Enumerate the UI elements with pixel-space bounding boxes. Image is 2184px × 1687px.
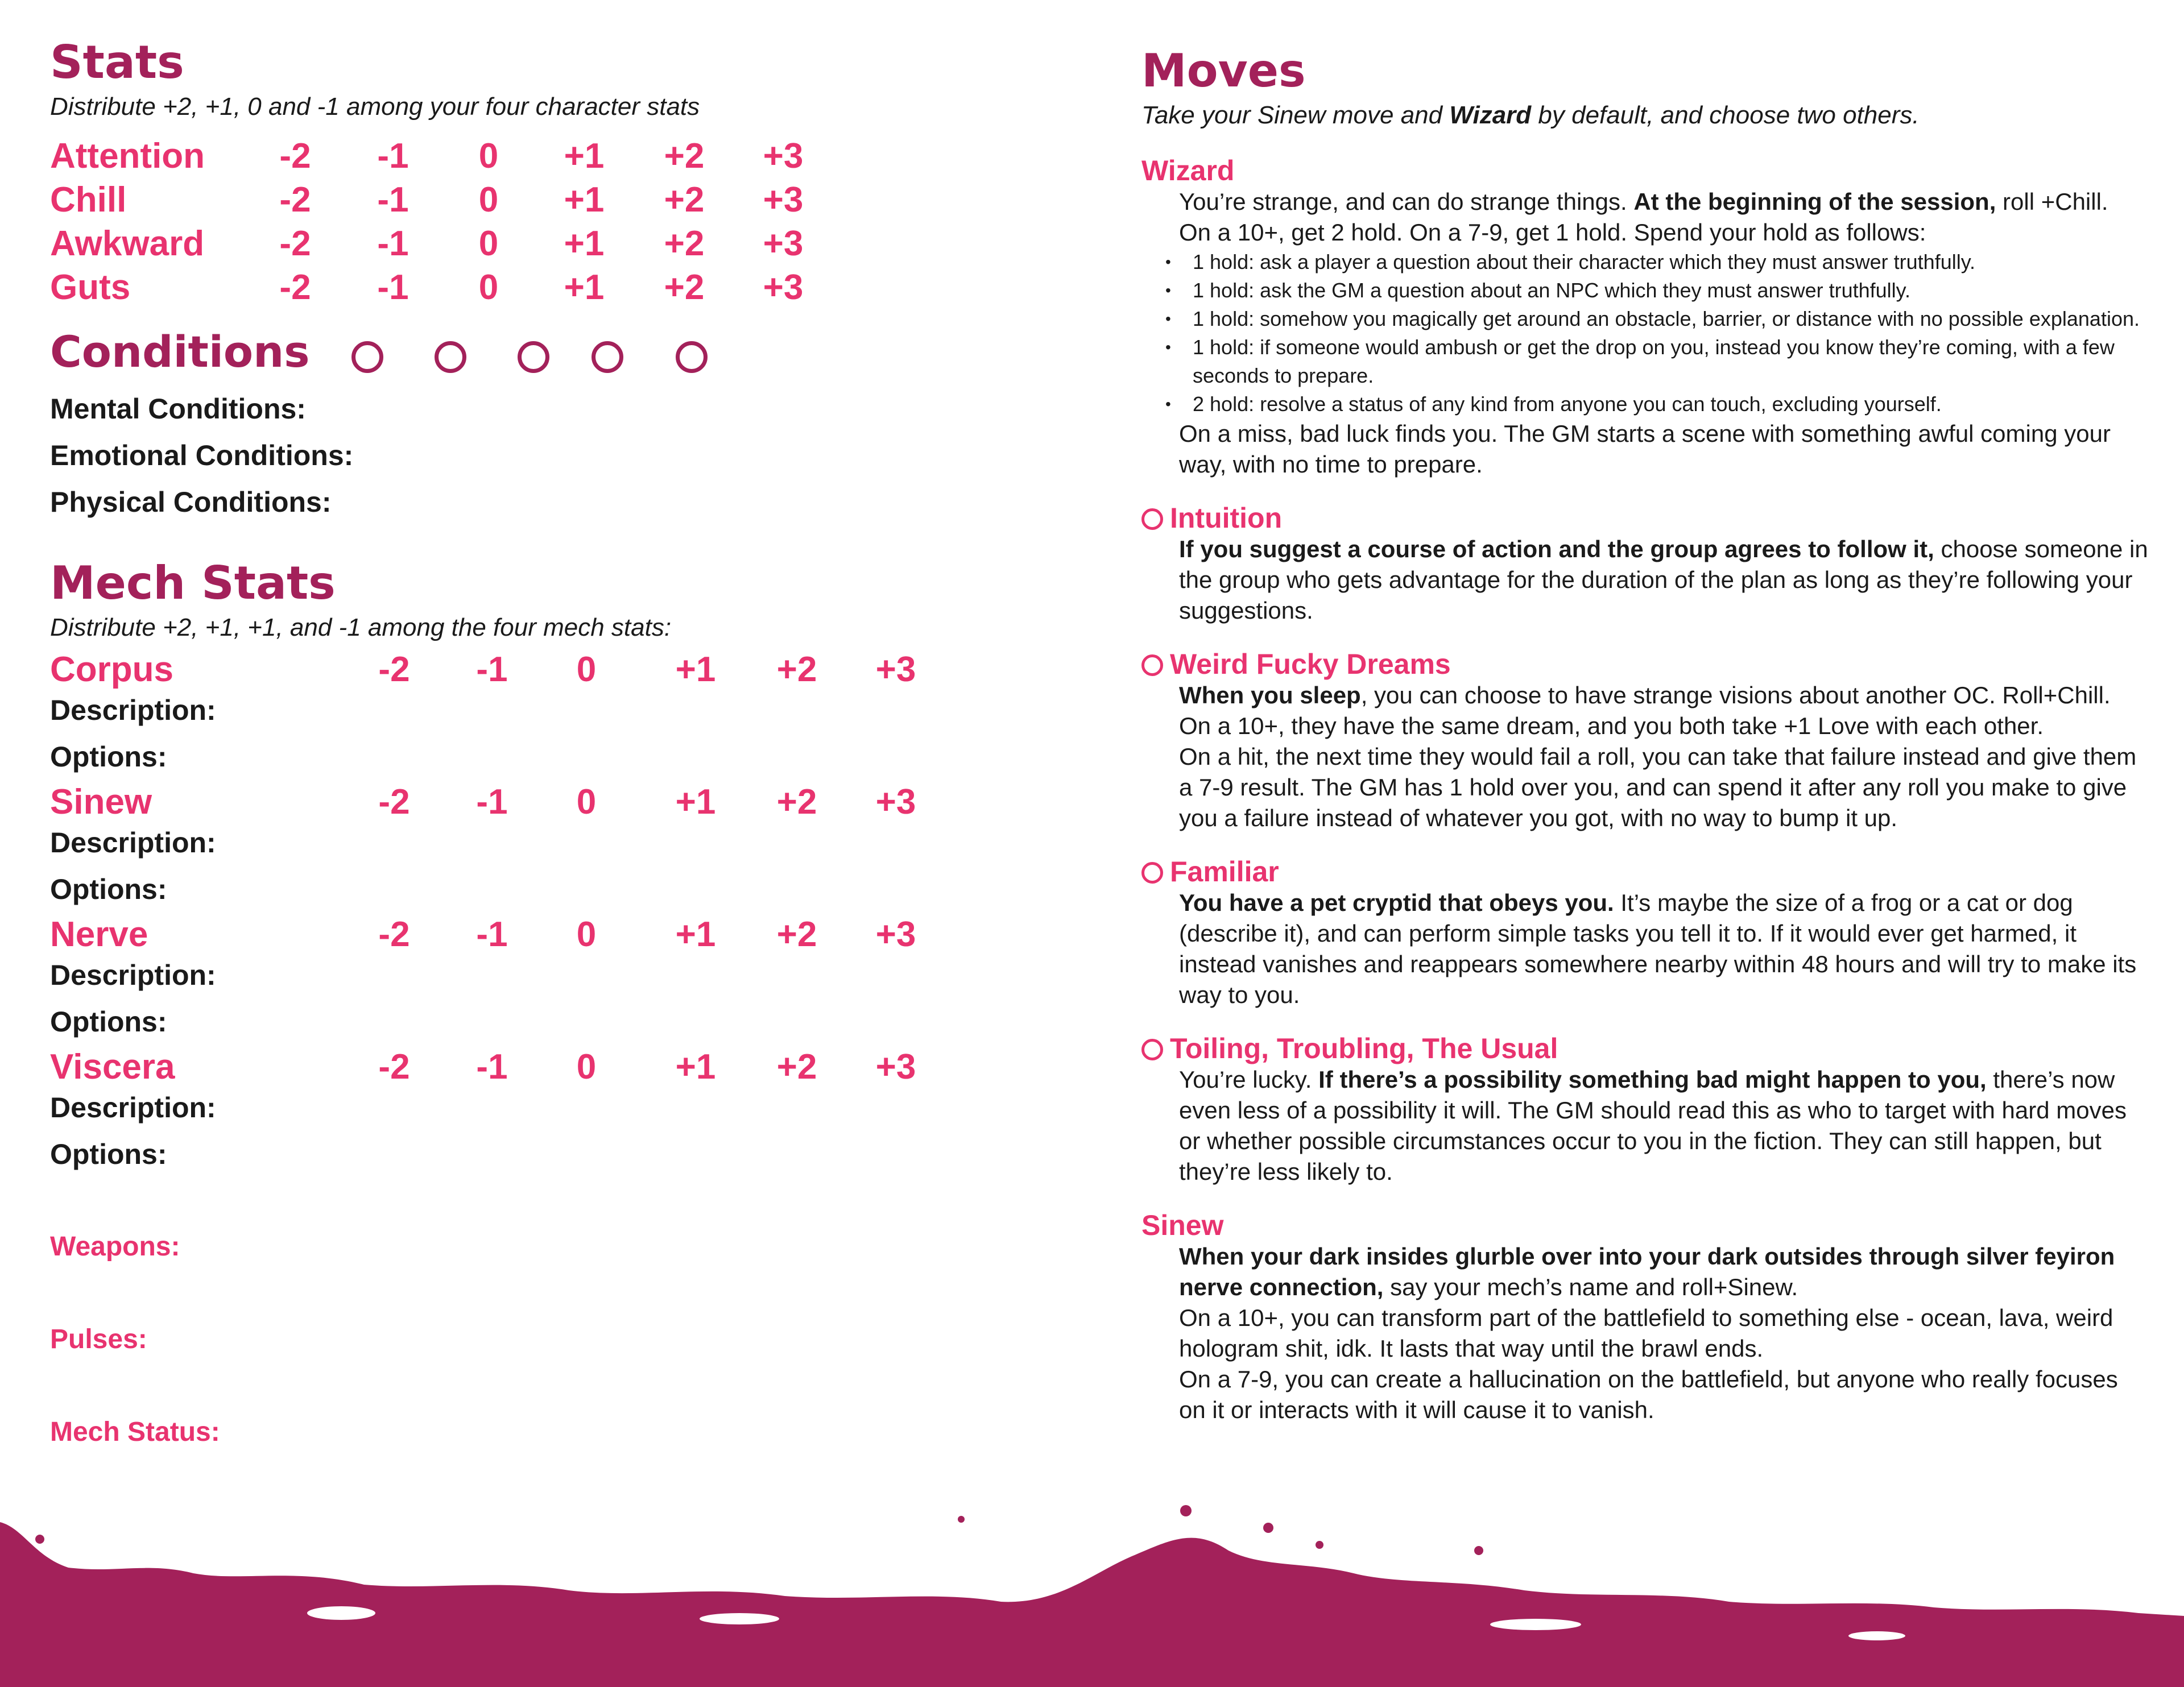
move-paragraph: On a 10+, you can transform part of the battlefield to something else - ocean, lava, weird hologram shit, idk. It lasts that way until the brawl ends. <box>1179 1304 2113 1362</box>
move-familiar[interactable] <box>1141 856 2148 1010</box>
move-intuition[interactable] <box>1141 503 2148 626</box>
stat-row-chill <box>50 178 1074 222</box>
mech-stat-name: Sinew <box>50 782 152 822</box>
stat-value[interactable]: +2 <box>776 782 817 822</box>
move-title <box>1141 503 2148 534</box>
list-item: • 1 hold: somehow you magically get around an obstacle, barrier, or distance with no possible explanation. <box>1141 305 2148 333</box>
move-body <box>1179 888 2148 1010</box>
stat-value[interactable]: -2 <box>279 268 311 308</box>
move-body <box>1179 534 2148 626</box>
stat-name: Attention <box>50 136 205 176</box>
stat-value[interactable]: 0 <box>576 1047 597 1087</box>
options-label[interactable]: Options: <box>50 1005 167 1038</box>
move-title-text: Familiar <box>1170 856 1279 888</box>
mech-stat-name: Nerve <box>50 914 148 954</box>
move-text: You’re lucky. <box>1179 1066 1319 1093</box>
condition-checkbox[interactable] <box>518 341 549 373</box>
mech-row-viscera <box>50 1045 1074 1089</box>
moves-intro-text: Take your Sinew move and <box>1141 101 1450 129</box>
stat-value[interactable]: +3 <box>763 180 804 220</box>
stat-value[interactable]: -2 <box>378 782 410 822</box>
stats-grid <box>50 134 1074 309</box>
moves-intro-text: by default, and choose two others. <box>1531 101 1920 129</box>
move-paragraph: On a 7-9, you can create a hallucination on the battlefield, but anyone who really focuses on it or interacts with it will cause it to vanish. <box>1179 1366 2118 1424</box>
stat-name: Awkward <box>50 224 205 264</box>
move-bold: You have a pet cryptid that obeys you. <box>1179 889 1614 917</box>
move-title-text: Weird Fucky Dreams <box>1170 648 1451 681</box>
moves-intro <box>1141 102 2148 129</box>
stat-value[interactable]: -1 <box>476 782 508 822</box>
splatter-footer <box>0 1505 2184 1687</box>
move-text: say your mech’s name and roll+Sinew. <box>1383 1274 1798 1301</box>
stat-value[interactable]: +3 <box>763 136 804 176</box>
description-label[interactable]: Description: <box>50 959 216 991</box>
mech-row-sinew <box>50 780 1074 824</box>
stat-value[interactable]: -2 <box>378 1047 410 1087</box>
move-text: choose someone in the group who gets advantage for the duration of the plan as long as they’re following your suggestions. <box>1179 536 2148 624</box>
move-text: You’re strange, and can do strange things. <box>1179 188 1634 215</box>
stat-value[interactable]: +3 <box>875 782 916 822</box>
stat-value[interactable]: -1 <box>476 914 508 954</box>
moves-title: Moves <box>1141 44 1306 97</box>
stat-value[interactable]: +2 <box>664 180 705 220</box>
condition-checkbox[interactable] <box>351 341 383 373</box>
move-paragraph <box>1179 680 2148 711</box>
stat-value[interactable]: -1 <box>377 136 409 176</box>
move-title-text: Toiling, Troubling, The Usual <box>1170 1033 1558 1065</box>
stat-value[interactable]: +2 <box>664 136 705 176</box>
stat-value[interactable]: +2 <box>664 268 705 308</box>
stat-value[interactable]: 0 <box>478 224 499 264</box>
stat-value[interactable]: +3 <box>875 1047 916 1087</box>
move-checkbox[interactable] <box>1141 862 1163 884</box>
list-item: • 1 hold: if someone would ambush or get the drop on you, instead you know they’re coming, with a few seconds to prepare. <box>1141 333 2148 390</box>
stat-value[interactable]: -1 <box>476 649 508 689</box>
options-label[interactable]: Options: <box>50 1138 167 1170</box>
stat-value[interactable]: +1 <box>675 914 716 954</box>
move-body <box>1179 680 2148 834</box>
move-bold: At the beginning of the session, <box>1633 188 1996 215</box>
list-item: • 1 hold: ask the GM a question about an NPC which they must answer truthfully. <box>1141 276 2148 305</box>
mental-conditions-label[interactable]: Mental Conditions: <box>50 393 306 425</box>
stat-value[interactable]: +1 <box>675 782 716 822</box>
move-checkbox[interactable] <box>1141 508 1163 530</box>
pulses-label[interactable]: Pulses: <box>50 1324 147 1354</box>
move-checkbox[interactable] <box>1141 654 1163 676</box>
move-paragraph: On a 10+, get 2 hold. On a 7-9, get 1 hold. Spend your hold as follows: <box>1179 219 1926 246</box>
left-column <box>50 36 1074 1448</box>
mech-stat-name: Viscera <box>50 1047 175 1087</box>
move-weird-fucky-dreams[interactable] <box>1141 649 2148 834</box>
stat-value[interactable]: 0 <box>576 914 597 954</box>
move-checkbox[interactable] <box>1141 1039 1163 1060</box>
stat-value[interactable]: 0 <box>478 136 499 176</box>
physical-conditions-label[interactable]: Physical Conditions: <box>50 486 332 519</box>
stat-value[interactable]: +1 <box>564 180 605 220</box>
stat-value[interactable]: 0 <box>478 268 499 308</box>
move-title <box>1141 649 2148 680</box>
mech-status-label[interactable]: Mech Status: <box>50 1416 220 1447</box>
move-sinew <box>1141 1210 2148 1425</box>
move-paragraph: On a miss, bad luck finds you. The GM starts a scene with something awful coming your way, with no time to prepare. <box>1179 420 2111 478</box>
move-title <box>1141 856 2148 888</box>
stat-value[interactable]: +3 <box>763 268 804 308</box>
description-label[interactable]: Description: <box>50 1091 216 1124</box>
stat-value[interactable]: -1 <box>377 268 409 308</box>
move-bold: If there’s a possibility something bad might happen to you, <box>1318 1066 1987 1093</box>
emotional-conditions-label[interactable]: Emotional Conditions: <box>50 440 354 472</box>
stat-value[interactable]: -2 <box>378 914 410 954</box>
stat-value[interactable]: 0 <box>576 782 597 822</box>
move-body <box>1179 186 2148 480</box>
move-paragraph <box>1179 1241 2148 1303</box>
condition-checkbox[interactable] <box>676 341 708 373</box>
move-bold: When your dark insides glurble over into your dark outsides through silver feyiron nerve connection, <box>1179 1243 2115 1301</box>
move-paragraph <box>1179 186 2148 217</box>
stat-value[interactable]: -2 <box>378 649 410 689</box>
stat-value[interactable]: +1 <box>564 136 605 176</box>
move-paragraph: On a 10+, they have the same dream, and you both take +1 Love with each other. <box>1179 712 2044 740</box>
options-label[interactable]: Options: <box>50 873 167 905</box>
move-text: , you can choose to have strange visions about another OC. Roll+Chill. <box>1360 682 2111 709</box>
move-text: there’s now even less of a possibility it will. The GM should read this as who to target with hard moves or whether possible circumstances occur to you in the fiction. They can still happen, but they’re less likely to. <box>1179 1066 2127 1186</box>
stat-value[interactable]: +1 <box>675 649 716 689</box>
stat-value[interactable]: +3 <box>875 914 916 954</box>
options-label[interactable]: Options: <box>50 740 167 773</box>
stat-value[interactable]: +2 <box>776 649 817 689</box>
mech-stat-name: Corpus <box>50 649 173 689</box>
move-toiling-troubling[interactable] <box>1141 1033 2148 1187</box>
right-column <box>1141 44 2148 1425</box>
stat-value[interactable]: -1 <box>377 180 409 220</box>
move-title <box>1141 1033 2148 1064</box>
stat-name: Guts <box>50 268 131 308</box>
stat-name: Chill <box>50 180 127 220</box>
stat-value[interactable]: -2 <box>279 136 311 176</box>
stats-subtitle: Distribute +2, +1, 0 and -1 among your four character stats <box>50 93 700 121</box>
move-title: Wizard <box>1141 155 1235 187</box>
stat-value[interactable]: +1 <box>564 224 605 264</box>
stat-value[interactable]: +2 <box>664 224 705 264</box>
bullet-list <box>1141 248 2148 418</box>
stats-title: Stats <box>50 36 184 89</box>
move-wizard <box>1141 155 2148 480</box>
stat-value[interactable]: 0 <box>478 180 499 220</box>
stat-value[interactable]: 0 <box>576 649 597 689</box>
move-text: roll +Chill. <box>1996 188 2108 215</box>
conditions-title: Conditions <box>50 326 310 378</box>
move-title: Sinew <box>1141 1209 1224 1242</box>
stat-value[interactable]: +3 <box>763 224 804 264</box>
stat-value[interactable]: -1 <box>377 224 409 264</box>
mech-row-nerve <box>50 913 1074 956</box>
move-text: It’s maybe the size of a frog or a cat or dog (describe it), and can perform simple tasks you tell it to. If it would ever get harmed, it instead vanishes and reappears somewhere nearby within 48 hours and will try to make its way to you. <box>1179 889 2137 1009</box>
mech-stats-title: Mech Stats <box>50 557 336 610</box>
stat-value[interactable]: +3 <box>875 649 916 689</box>
move-body <box>1179 1064 2148 1187</box>
stat-value[interactable]: +1 <box>564 268 605 308</box>
moves-intro-bold: Wizard <box>1449 101 1532 129</box>
move-title-text: Intuition <box>1170 502 1283 534</box>
move-paragraph: On a hit, the next time they would fail a roll, you can take that failure instead and give them a 7-9 result. The GM has 1 hold over you, and can spend it after any roll you make to give you a failure instead of whatever you got, with no way to bump it up. <box>1179 743 2137 832</box>
stat-row-awkward <box>50 222 1074 266</box>
stat-value[interactable]: +2 <box>776 1047 817 1087</box>
mech-grid <box>50 648 1074 1168</box>
stat-value[interactable]: +2 <box>776 914 817 954</box>
stat-row-attention <box>50 134 1074 178</box>
conditions-section <box>50 326 1074 383</box>
stat-value[interactable]: -1 <box>476 1047 508 1087</box>
description-label[interactable]: Description: <box>50 826 216 859</box>
weapons-label[interactable]: Weapons: <box>50 1231 180 1262</box>
list-item: • 1 hold: ask a player a question about their character which they must answer truthfully. <box>1141 248 2148 276</box>
mech-row-corpus <box>50 648 1074 691</box>
move-bold: If you suggest a course of action and the group agrees to follow it, <box>1179 536 1934 563</box>
mech-stats-subtitle: Distribute +2, +1, +1, and -1 among the four mech stats: <box>50 614 672 642</box>
move-bold: When you sleep <box>1179 682 1361 709</box>
move-body <box>1179 1241 2148 1425</box>
condition-checkbox[interactable] <box>435 341 466 373</box>
stat-value[interactable]: -2 <box>279 224 311 264</box>
list-item: • 2 hold: resolve a status of any kind from anyone you can touch, excluding yourself. <box>1141 390 2148 418</box>
description-label[interactable]: Description: <box>50 694 216 726</box>
stat-row-guts <box>50 266 1074 309</box>
condition-checkbox[interactable] <box>592 341 623 373</box>
stat-value[interactable]: -2 <box>279 180 311 220</box>
stat-value[interactable]: +1 <box>675 1047 716 1087</box>
